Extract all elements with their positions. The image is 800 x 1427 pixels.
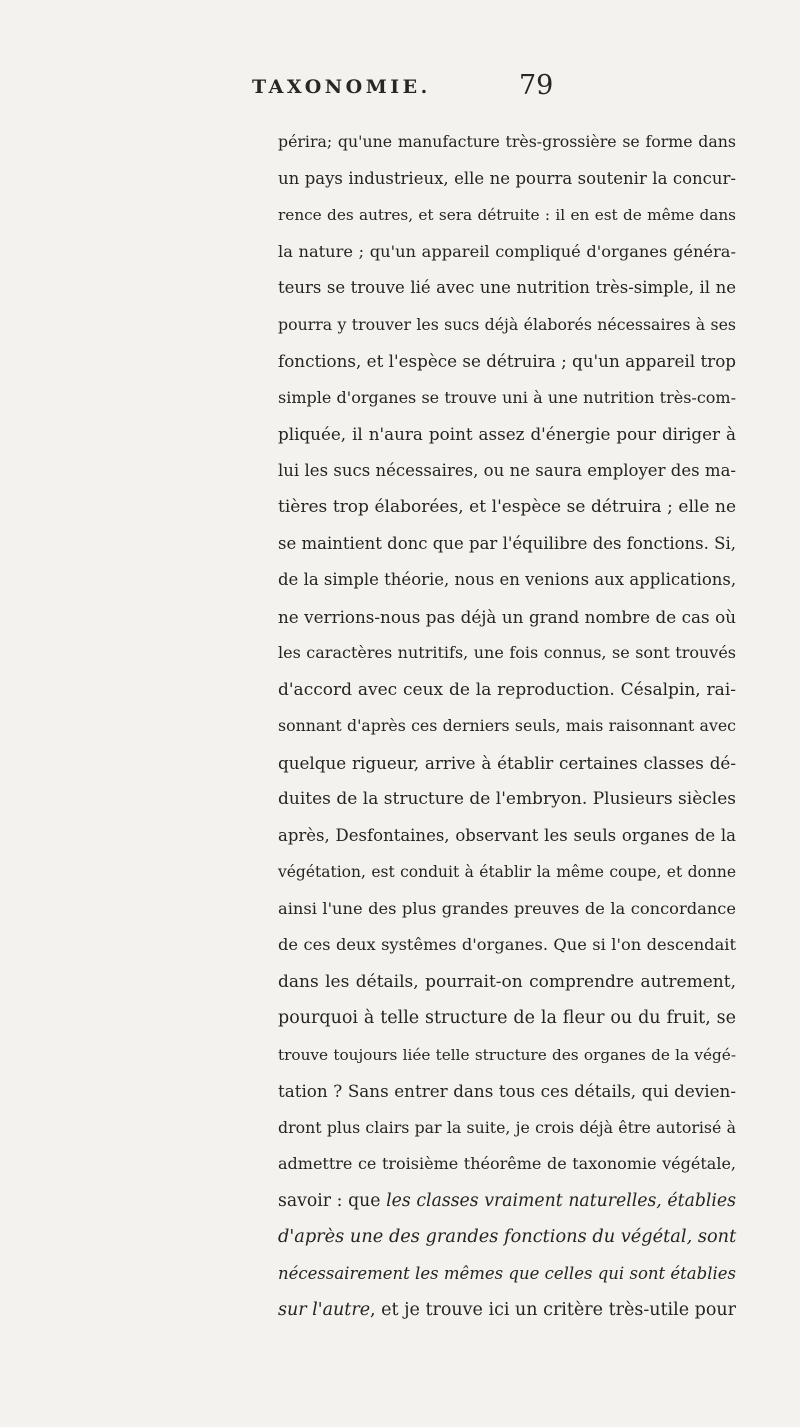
text-line: périra; qu'une manufacture très-grossière se forme dans (278, 132, 736, 151)
text-line: après, Desfontaines, observant les seuls organes de la (278, 825, 736, 845)
text-line: savoir : que les classes vraiment naturelles, établies (278, 1190, 736, 1211)
text-line: simple d'organes se trouve uni à une nutrition très-com- (278, 387, 736, 407)
text-line: la nature ; qu'un appareil compliqué d'organes généra- (278, 241, 736, 261)
text-line: quelque rigueur, arrive à établir certaines classes dé- (278, 752, 736, 773)
text-line: trouve toujours liée telle structure des organes de la végé- (278, 1045, 736, 1064)
text-line: lui les sucs nécessaires, ou ne saura employer des ma- (278, 460, 736, 480)
text-line (278, 1256, 736, 1293)
text-line: fonctions, et l'espèce se détruira ; qu'un appareil trop (278, 351, 736, 371)
text-line: sonnant d'après ces derniers seuls, mais raisonnant avec (278, 716, 736, 735)
text-line: végétation, est conduit à établir la même coupe, et donne (278, 863, 736, 881)
text-line: les caractères nutritifs, une fois connus, se sont trouvés (278, 643, 736, 662)
italic-emphasis: sur l'autre (278, 1300, 371, 1320)
text-line: sur l'autre, et je trouve ici un critère très-utile pour (278, 1300, 737, 1320)
text-line: de la simple théorie, nous en venions aux applications, (278, 570, 737, 589)
running-head-title: TAXONOMIE. (252, 76, 431, 98)
text-line: un pays industrieux, elle ne pourra soutenir la concur- (278, 168, 736, 188)
italic-emphasis: nécessairement les mêmes que celles qui sont établies (278, 1263, 736, 1283)
text-line: duites de la structure de l'embryon. Plusieurs siècles (278, 789, 736, 809)
text-line: tation ? Sans entrer dans tous ces détails, qui devien- (278, 1081, 736, 1101)
text-line: rence des autres, et sera détruite : il en est de même dans (278, 206, 736, 224)
text-line: de ces deux systêmes d'organes. Que si l'on descendait (278, 935, 736, 954)
text-line: dans les détails, pourrait-on comprendre autrement, (278, 971, 736, 992)
italic-emphasis: les classes vraiment naturelles, établies (386, 1190, 736, 1211)
text-line: dront plus clairs par la suite, je crois déjà être autorisé à (278, 1117, 736, 1137)
text-line: teurs se trouve lié avec une nutrition très-simple, il ne (278, 278, 736, 297)
text-line: ainsi l'une des plus grandes preuves de la concordance (278, 898, 736, 918)
text-line: admettre ce troisième théorême de taxonomie végétale, (278, 1154, 736, 1173)
text-line: pliquée, il n'aura point assez d'énergie pour diriger à (278, 424, 736, 444)
text-line (278, 1219, 736, 1256)
text-line: pourquoi à telle structure de la fleur ou du fruit, se (278, 1008, 736, 1028)
page-number: 79 (519, 70, 554, 101)
text-line: d'accord avec ceux de la reproduction. Césalpin, rai- (278, 679, 736, 700)
text-line: ne verrions-nous pas déjà un grand nombre de cas où (278, 606, 736, 627)
italic-emphasis: d'après une des grandes fonctions du végétal, sont (278, 1227, 737, 1247)
text-line: se maintient donc que par l'équilibre des fonctions. Si, (278, 533, 736, 553)
text-line: tières trop élaborées, et l'espèce se détruira ; elle ne (278, 497, 736, 517)
text-line: pourra y trouver les sucs déjà élaborés nécessaires à ses (278, 314, 736, 334)
